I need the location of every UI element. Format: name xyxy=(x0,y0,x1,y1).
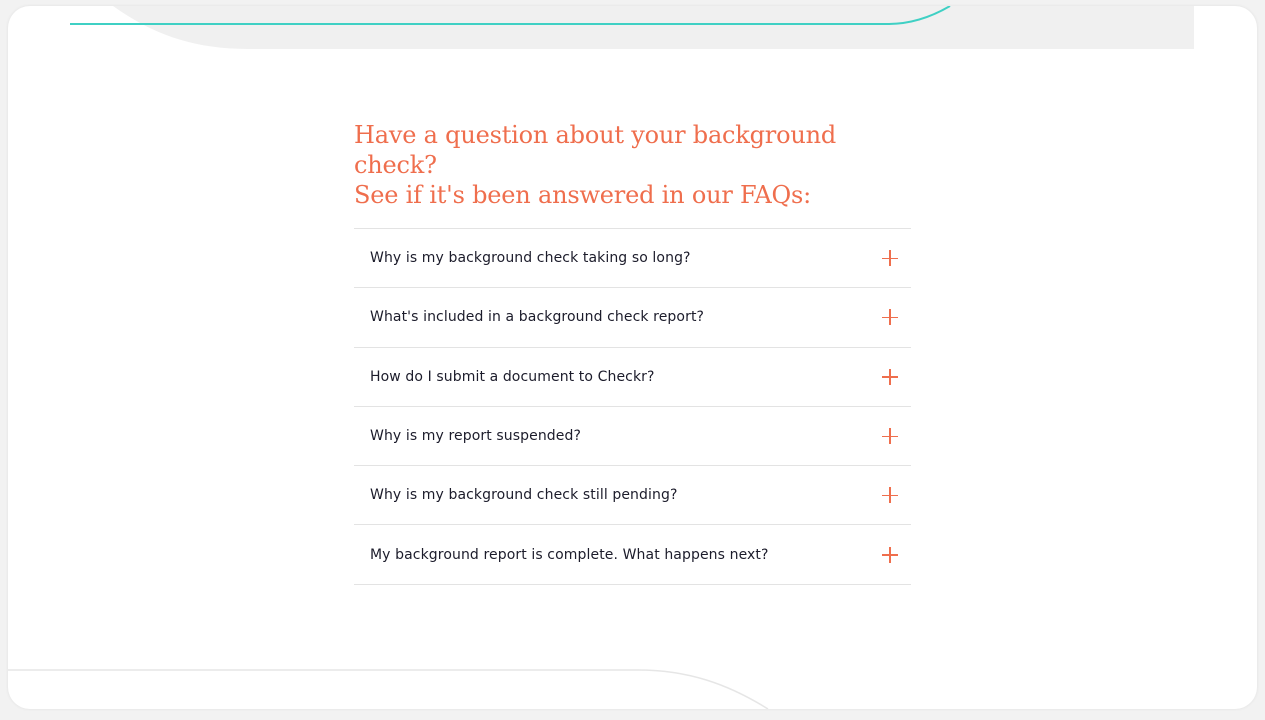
gray-band-shape xyxy=(113,6,1194,49)
plus-icon[interactable] xyxy=(882,428,898,444)
faq-question: My background report is complete. What happens next? xyxy=(370,546,769,563)
faq-question: How do I submit a document to Checkr? xyxy=(370,368,655,385)
faq-heading-line-2: See if it's been answered in our FAQs: xyxy=(354,181,812,209)
faq-question: Why is my background check still pending? xyxy=(370,487,678,504)
faq-question: What's included in a background check report? xyxy=(370,309,705,326)
faq-list xyxy=(354,228,911,585)
bottom-curve-line xyxy=(8,670,768,709)
faq-item[interactable] xyxy=(354,407,911,466)
plus-icon[interactable] xyxy=(882,547,898,563)
bottom-decorative-curve xyxy=(8,659,1257,709)
faq-item[interactable] xyxy=(354,288,911,347)
top-decorative-band xyxy=(8,6,1257,66)
plus-icon[interactable] xyxy=(882,487,898,503)
faq-item[interactable] xyxy=(354,229,911,288)
faq-question: Why is my background check taking so long? xyxy=(370,250,691,267)
plus-icon[interactable] xyxy=(882,309,898,325)
faq-item[interactable] xyxy=(354,525,911,584)
faq-item[interactable] xyxy=(354,348,911,407)
page-frame xyxy=(8,6,1257,709)
faq-section xyxy=(354,120,911,585)
plus-icon[interactable] xyxy=(882,250,898,266)
faq-question: Why is my report suspended? xyxy=(370,428,582,445)
faq-item[interactable] xyxy=(354,466,911,525)
plus-icon[interactable] xyxy=(882,369,898,385)
faq-heading xyxy=(354,120,911,210)
faq-heading-line-1: Have a question about your background check? xyxy=(354,121,836,179)
